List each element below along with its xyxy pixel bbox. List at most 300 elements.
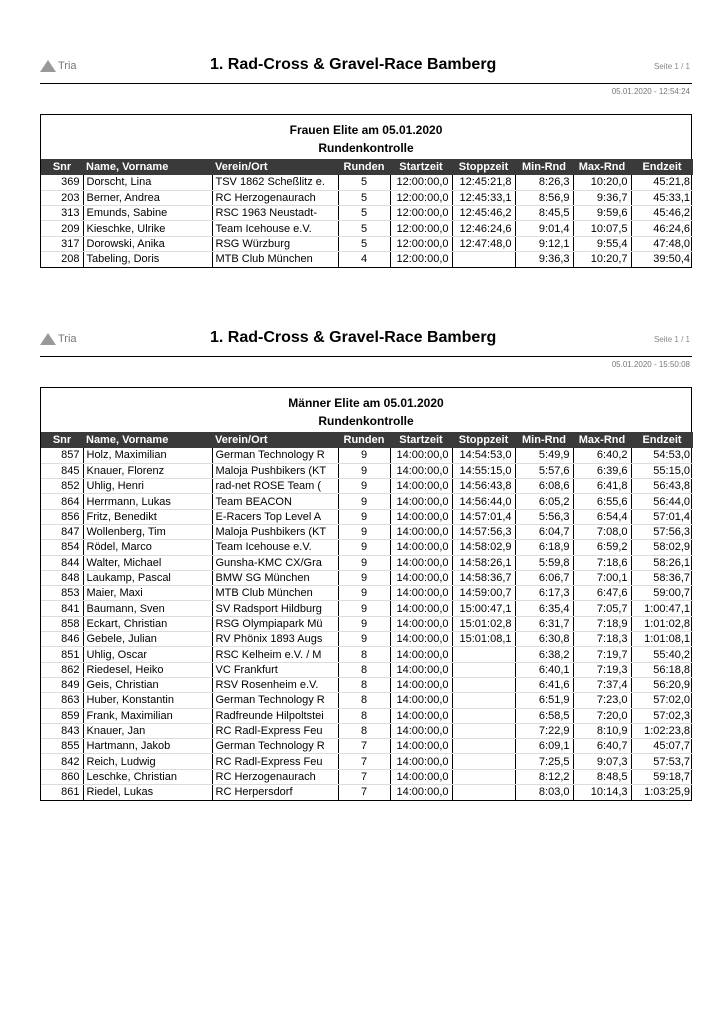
cell-name: Holz, Maximilian: [83, 448, 212, 463]
column-header-stop: Stoppzeit: [452, 432, 515, 448]
cell-start: 12:00:00,0: [390, 236, 452, 251]
cell-end: 46:24,6: [631, 221, 693, 236]
cell-end: 1:01:08,1: [631, 632, 693, 647]
cell-start: 14:00:00,0: [390, 524, 452, 539]
cell-stop: [452, 754, 515, 769]
cell-club: BMW SG München: [212, 570, 338, 585]
table-row: [41, 586, 693, 601]
cell-name: Reich, Ludwig: [83, 754, 212, 769]
cell-snr: 313: [41, 206, 83, 221]
cell-stop: [452, 662, 515, 677]
cell-club: RSG Olympiapark Mü: [212, 616, 338, 631]
cell-laps: 5: [338, 221, 390, 236]
cell-name: Leschke, Christian: [83, 769, 212, 784]
cell-name: Fritz, Benedikt: [83, 509, 212, 524]
cell-snr: 842: [41, 754, 83, 769]
cell-stop: [452, 251, 515, 266]
cell-laps: 8: [338, 693, 390, 708]
results-table: [41, 159, 693, 267]
cell-max-lap: 7:18,3: [573, 632, 631, 647]
result-section-men: [40, 329, 692, 801]
tria-logo: [40, 333, 77, 345]
cell-stop: 14:57:01,4: [452, 509, 515, 524]
cell-max-lap: 9:55,4: [573, 236, 631, 251]
cell-club: RSV Rosenheim e.V.: [212, 677, 338, 692]
cell-club: Team BEACON: [212, 494, 338, 509]
cell-end: 56:43,8: [631, 479, 693, 494]
cell-end: 45:21,8: [631, 175, 693, 190]
page-number: Seite 1 / 1: [653, 335, 690, 344]
cell-min-lap: 8:12,2: [515, 769, 573, 784]
cell-stop: 12:45:46,2: [452, 206, 515, 221]
table-row: [41, 479, 693, 494]
cell-laps: 7: [338, 785, 390, 800]
cell-name: Maier, Maxi: [83, 586, 212, 601]
cell-snr: 851: [41, 647, 83, 662]
cell-name: Rödel, Marco: [83, 540, 212, 555]
cell-max-lap: 7:18,9: [573, 616, 631, 631]
table-row: [41, 754, 693, 769]
table-row: [41, 739, 693, 754]
cell-stop: 14:58:26,1: [452, 555, 515, 570]
cell-laps: 8: [338, 662, 390, 677]
cell-min-lap: 6:41,6: [515, 677, 573, 692]
cell-snr: 847: [41, 524, 83, 539]
cell-end: 57:01,4: [631, 509, 693, 524]
cell-club: MTB Club München: [212, 586, 338, 601]
column-header-min-lap: Min-Rnd: [515, 432, 573, 448]
table-header-row: [41, 159, 693, 175]
cell-name: Riedesel, Heiko: [83, 662, 212, 677]
cell-end: 47:48,0: [631, 236, 693, 251]
cell-end: 45:07,7: [631, 739, 693, 754]
cell-max-lap: 7:18,6: [573, 555, 631, 570]
cell-name: Wollenberg, Tim: [83, 524, 212, 539]
cell-stop: [452, 677, 515, 692]
cell-end: 58:36,7: [631, 570, 693, 585]
cell-start: 12:00:00,0: [390, 175, 452, 190]
column-header-laps: Runden: [338, 432, 390, 448]
cell-club: TSV 1862 Scheßlitz e.: [212, 175, 338, 190]
cell-stop: [452, 723, 515, 738]
cell-end: 1:00:47,1: [631, 601, 693, 616]
cell-name: Huber, Konstantin: [83, 693, 212, 708]
cell-name: Knauer, Florenz: [83, 463, 212, 478]
table-row: [41, 647, 693, 662]
cell-stop: 12:45:21,8: [452, 175, 515, 190]
cell-min-lap: 8:03,0: [515, 785, 573, 800]
cell-snr: 862: [41, 662, 83, 677]
cell-laps: 9: [338, 586, 390, 601]
cell-start: 14:00:00,0: [390, 662, 452, 677]
cell-end: 1:03:25,9: [644, 786, 690, 799]
cell-snr: 852: [41, 479, 83, 494]
cell-max-lap: 7:23,0: [573, 693, 631, 708]
cell-start: 14:00:00,0: [390, 463, 452, 478]
cell-name: Hartmann, Jakob: [83, 739, 212, 754]
cell-name: Eckart, Christian: [83, 616, 212, 631]
cell-end: 57:02,3: [631, 708, 693, 723]
table-row: [41, 723, 693, 738]
cell-stop: 12:47:48,0: [452, 236, 515, 251]
cell-end: 56:20,9: [631, 677, 693, 692]
cell-laps: 9: [338, 601, 390, 616]
table-row: [41, 175, 693, 190]
column-header-end: Endzeit: [631, 432, 693, 448]
table-row: [41, 570, 693, 585]
cell-laps: 8: [338, 677, 390, 692]
cell-laps: 9: [338, 448, 390, 463]
cell-laps: 9: [338, 479, 390, 494]
page-number: Seite 1 / 1: [653, 62, 690, 71]
cell-snr: 369: [41, 175, 83, 190]
cell-name: Herrmann, Lukas: [83, 494, 212, 509]
cell-start: 14:00:00,0: [390, 769, 452, 784]
cell-stop: [452, 647, 515, 662]
table-row: [41, 236, 693, 251]
cell-max-lap: 6:55,6: [573, 494, 631, 509]
cell-max-lap: 9:36,7: [573, 190, 631, 205]
cell-name: Uhlig, Oscar: [83, 647, 212, 662]
cell-snr: 209: [41, 221, 83, 236]
table-row: [41, 769, 693, 784]
cell-start: 12:00:00,0: [390, 221, 452, 236]
column-header-start: Startzeit: [390, 432, 452, 448]
cell-min-lap: 8:56,9: [515, 190, 573, 205]
cell-laps: 8: [338, 647, 390, 662]
cell-club: VC Frankfurt: [212, 662, 338, 677]
cell-start: 14:00:00,0: [390, 723, 452, 738]
table-row: [41, 785, 693, 800]
cell-snr: 844: [41, 555, 83, 570]
cell-snr: 845: [41, 463, 83, 478]
cell-start: 14:00:00,0: [390, 570, 452, 585]
cell-laps: 8: [338, 723, 390, 738]
cell-stop: 14:56:44,0: [452, 494, 515, 509]
cell-max-lap: 6:40,2: [573, 448, 631, 463]
cell-name: Laukamp, Pascal: [83, 570, 212, 585]
cell-snr: 208: [41, 251, 83, 266]
table-row: [41, 693, 693, 708]
cell-laps: 9: [338, 540, 390, 555]
cell-club: Maloja Pushbikers (KT: [212, 524, 338, 539]
cell-club: RSG Würzburg: [212, 236, 338, 251]
cell-end: 56:44,0: [631, 494, 693, 509]
cell-max-lap: 10:20,0: [573, 175, 631, 190]
cell-name: Walter, Michael: [83, 555, 212, 570]
cell-name: Geis, Christian: [83, 677, 212, 692]
table-row: [41, 251, 693, 266]
cell-end: 56:18,8: [631, 662, 693, 677]
cell-min-lap: 5:59,8: [515, 555, 573, 570]
cell-min-lap: 6:08,6: [515, 479, 573, 494]
column-header-stop: Stoppzeit: [452, 159, 515, 175]
logo-text: Tria: [58, 60, 77, 72]
cell-club: rad-net ROSE Team (: [212, 479, 338, 494]
cell-max-lap: 7:00,1: [573, 570, 631, 585]
cell-min-lap: 6:06,7: [515, 570, 573, 585]
cell-end: 45:33,1: [631, 190, 693, 205]
tria-logo: [40, 60, 77, 72]
cell-laps: 7: [338, 769, 390, 784]
cell-club: German Technology R: [212, 448, 338, 463]
cell-club: German Technology R: [212, 693, 338, 708]
cell-min-lap: 7:22,9: [515, 723, 573, 738]
cell-end: 57:02,0: [631, 693, 693, 708]
cell-start: 12:00:00,0: [390, 206, 452, 221]
column-header-end: Endzeit: [631, 159, 693, 175]
cell-snr: 863: [41, 693, 83, 708]
cell-name: Berner, Andrea: [83, 190, 212, 205]
cell-snr: 858: [41, 616, 83, 631]
result-section-women: [40, 56, 692, 268]
column-header-name: Name, Vorname: [83, 432, 212, 448]
cell-stop: 14:58:02,9: [452, 540, 515, 555]
cell-name: Kieschke, Ulrike: [83, 221, 212, 236]
cell-stop: 14:58:36,7: [452, 570, 515, 585]
cell-min-lap: 9:12,1: [515, 236, 573, 251]
cell-min-lap: 8:45,5: [515, 206, 573, 221]
cell-club: RSC Kelheim e.V. / M: [212, 647, 338, 662]
cell-max-lap: 6:40,7: [573, 739, 631, 754]
cell-max-lap: 9:07,3: [573, 754, 631, 769]
table-row: [41, 448, 693, 463]
column-header-club: Verein/Ort: [212, 432, 338, 448]
cell-end: 58:02,9: [631, 540, 693, 555]
cell-min-lap: 6:18,9: [515, 540, 573, 555]
cell-max-lap: 6:59,2: [573, 540, 631, 555]
cell-snr: 317: [41, 236, 83, 251]
cell-stop: [452, 739, 515, 754]
cell-start: 14:00:00,0: [390, 616, 452, 631]
cell-start: 14:00:00,0: [390, 448, 452, 463]
cell-stop: [452, 769, 515, 784]
cell-start: 14:00:00,0: [390, 754, 452, 769]
cell-snr: 856: [41, 509, 83, 524]
cell-min-lap: 6:38,2: [515, 647, 573, 662]
cell-start: 14:00:00,0: [390, 586, 452, 601]
cell-max-lap: 6:41,8: [573, 479, 631, 494]
column-header-min-lap: Min-Rnd: [515, 159, 573, 175]
cell-min-lap: 6:51,9: [515, 693, 573, 708]
cell-snr: 859: [41, 708, 83, 723]
cell-max-lap: 8:10,9: [573, 723, 631, 738]
cell-laps: 7: [338, 754, 390, 769]
table-row: [41, 632, 693, 647]
table-row: [41, 221, 693, 236]
column-header-snr: Snr: [41, 159, 83, 175]
cell-club: RC Radl-Express Feu: [212, 723, 338, 738]
cell-snr: 857: [41, 448, 83, 463]
cell-start: 14:00:00,0: [390, 647, 452, 662]
table-row: [41, 601, 693, 616]
cell-club: RC Herzogenaurach: [212, 190, 338, 205]
print-datetime: 05.01.2020 - 12:54:24: [611, 87, 690, 96]
cell-snr: 860: [41, 769, 83, 784]
cell-stop: [452, 785, 515, 800]
cell-club: E-Racers Top Level A: [212, 509, 338, 524]
cell-name: Knauer, Jan: [83, 723, 212, 738]
results-box: [40, 387, 692, 801]
cell-club: Gunsha-KMC CX/Gra: [212, 555, 338, 570]
cell-laps: 9: [338, 463, 390, 478]
column-header-max-lap: Max-Rnd: [573, 432, 631, 448]
cell-stop: 14:57:56,3: [452, 524, 515, 539]
cell-club: Maloja Pushbikers (KT: [212, 463, 338, 478]
cell-laps: 9: [338, 555, 390, 570]
cell-club: SV Radsport Hildburg: [212, 601, 338, 616]
cell-name: Emunds, Sabine: [83, 206, 212, 221]
cell-laps: 5: [338, 175, 390, 190]
cell-club: RC Herzogenaurach: [212, 769, 338, 784]
cell-min-lap: 6:09,1: [515, 739, 573, 754]
table-row: [41, 524, 693, 539]
cell-max-lap: 10:20,7: [573, 251, 631, 266]
cell-min-lap: 9:01,4: [515, 221, 573, 236]
cell-snr: 853: [41, 586, 83, 601]
table-row: [41, 677, 693, 692]
table-row: [41, 463, 693, 478]
cell-max-lap: 6:47,6: [573, 586, 631, 601]
logo-text: Tria: [58, 333, 77, 345]
cell-laps: 9: [338, 570, 390, 585]
triangle-logo-icon: [40, 333, 56, 345]
cell-end: 54:53,0: [631, 448, 693, 463]
cell-snr: 841: [41, 601, 83, 616]
cell-stop: 15:01:02,8: [452, 616, 515, 631]
cell-stop: 14:56:43,8: [452, 479, 515, 494]
column-header-laps: Runden: [338, 159, 390, 175]
cell-min-lap: 9:36,3: [515, 251, 573, 266]
cell-snr: 854: [41, 540, 83, 555]
cell-stop: 14:54:53,0: [452, 448, 515, 463]
cell-min-lap: 6:35,4: [515, 601, 573, 616]
cell-snr: 203: [41, 190, 83, 205]
cell-club: German Technology R: [212, 739, 338, 754]
cell-snr: 849: [41, 677, 83, 692]
category-title: Männer Elite am 05.01.2020: [288, 396, 444, 410]
cell-start: 14:00:00,0: [390, 540, 452, 555]
table-row: [41, 555, 693, 570]
cell-start: 14:00:00,0: [390, 677, 452, 692]
column-header-snr: Snr: [41, 432, 83, 448]
cell-end: 55:15,0: [631, 463, 693, 478]
table-header-row: [41, 432, 693, 448]
page-header: [40, 56, 692, 84]
cell-snr: 864: [41, 494, 83, 509]
cell-min-lap: 6:30,8: [515, 632, 573, 647]
print-datetime: 05.01.2020 - 15:50:08: [611, 360, 690, 369]
cell-max-lap: 7:37,4: [573, 677, 631, 692]
column-header-name: Name, Vorname: [83, 159, 212, 175]
table-row: [41, 206, 693, 221]
cell-laps: 5: [338, 236, 390, 251]
cell-min-lap: 5:49,9: [515, 448, 573, 463]
triangle-logo-icon: [40, 60, 56, 72]
cell-min-lap: 8:26,3: [515, 175, 573, 190]
cell-end: 59:18,7: [631, 769, 693, 784]
cell-max-lap: 7:08,0: [573, 524, 631, 539]
cell-club: Team Icehouse e.V.: [212, 540, 338, 555]
table-row: [41, 616, 693, 631]
cell-end: 57:56,3: [631, 524, 693, 539]
cell-max-lap: 10:14,3: [573, 785, 631, 800]
cell-club: RC Radl-Express Feu: [212, 754, 338, 769]
cell-end: 45:46,2: [631, 206, 693, 221]
cell-max-lap: 7:19,7: [573, 647, 631, 662]
cell-name: Gebele, Julian: [83, 632, 212, 647]
cell-club: MTB Club München: [212, 251, 338, 266]
cell-min-lap: 6:04,7: [515, 524, 573, 539]
cell-start: 12:00:00,0: [390, 251, 452, 266]
cell-name: Tabeling, Doris: [83, 251, 212, 266]
cell-laps: 7: [338, 739, 390, 754]
cell-stop: 14:59:00,7: [452, 586, 515, 601]
cell-stop: 12:45:33,1: [452, 190, 515, 205]
cell-snr: 855: [41, 739, 83, 754]
cell-min-lap: 6:40,1: [515, 662, 573, 677]
cell-club: RV Phönix 1893 Augs: [212, 632, 338, 647]
cell-min-lap: 6:58,5: [515, 708, 573, 723]
cell-snr: 861: [41, 785, 83, 800]
cell-min-lap: 6:31,7: [515, 616, 573, 631]
cell-end: 58:26,1: [631, 555, 693, 570]
cell-stop: 14:55:15,0: [452, 463, 515, 478]
cell-laps: 5: [338, 190, 390, 205]
cell-name: Baumann, Sven: [83, 601, 212, 616]
cell-club: RSC 1963 Neustadt-: [212, 206, 338, 221]
cell-laps: 9: [338, 524, 390, 539]
cell-name: Frank, Maximilian: [83, 708, 212, 723]
cell-start: 14:00:00,0: [390, 739, 452, 754]
cell-max-lap: 7:05,7: [573, 601, 631, 616]
table-row: [41, 662, 693, 677]
table-row: [41, 190, 693, 205]
cell-laps: 5: [338, 206, 390, 221]
cell-end: 57:53,7: [631, 754, 693, 769]
cell-end: 1:02:23,8: [631, 723, 693, 738]
cell-laps: 9: [338, 616, 390, 631]
document-title: 1. Rad-Cross & Gravel-Race Bamberg: [210, 56, 497, 73]
cell-start: 12:00:00,0: [390, 190, 452, 205]
cell-min-lap: 6:05,2: [515, 494, 573, 509]
cell-max-lap: 10:07,5: [573, 221, 631, 236]
page-header: [40, 329, 692, 357]
cell-start: 14:00:00,0: [390, 555, 452, 570]
cell-min-lap: 6:17,3: [515, 586, 573, 601]
category-title: Frauen Elite am 05.01.2020: [289, 123, 443, 137]
table-row: [41, 494, 693, 509]
cell-stop: [452, 708, 515, 723]
cell-start: 14:00:00,0: [390, 509, 452, 524]
cell-max-lap: 6:39,6: [573, 463, 631, 478]
cell-club: Team Icehouse e.V.: [212, 221, 338, 236]
cell-laps: 9: [338, 509, 390, 524]
cell-start: 14:00:00,0: [390, 494, 452, 509]
list-subtitle: Rundenkontrolle: [318, 141, 414, 155]
results-box: [40, 114, 692, 268]
cell-start: 14:00:00,0: [390, 479, 452, 494]
results-table: [41, 432, 693, 800]
cell-name: Dorowski, Anika: [83, 236, 212, 251]
cell-max-lap: 8:48,5: [573, 769, 631, 784]
cell-end: 39:50,4: [653, 253, 690, 266]
list-subtitle: Rundenkontrolle: [318, 414, 414, 428]
document-title: 1. Rad-Cross & Gravel-Race Bamberg: [210, 329, 497, 346]
cell-snr: 848: [41, 570, 83, 585]
cell-start: 14:00:00,0: [390, 601, 452, 616]
cell-min-lap: 5:56,3: [515, 509, 573, 524]
